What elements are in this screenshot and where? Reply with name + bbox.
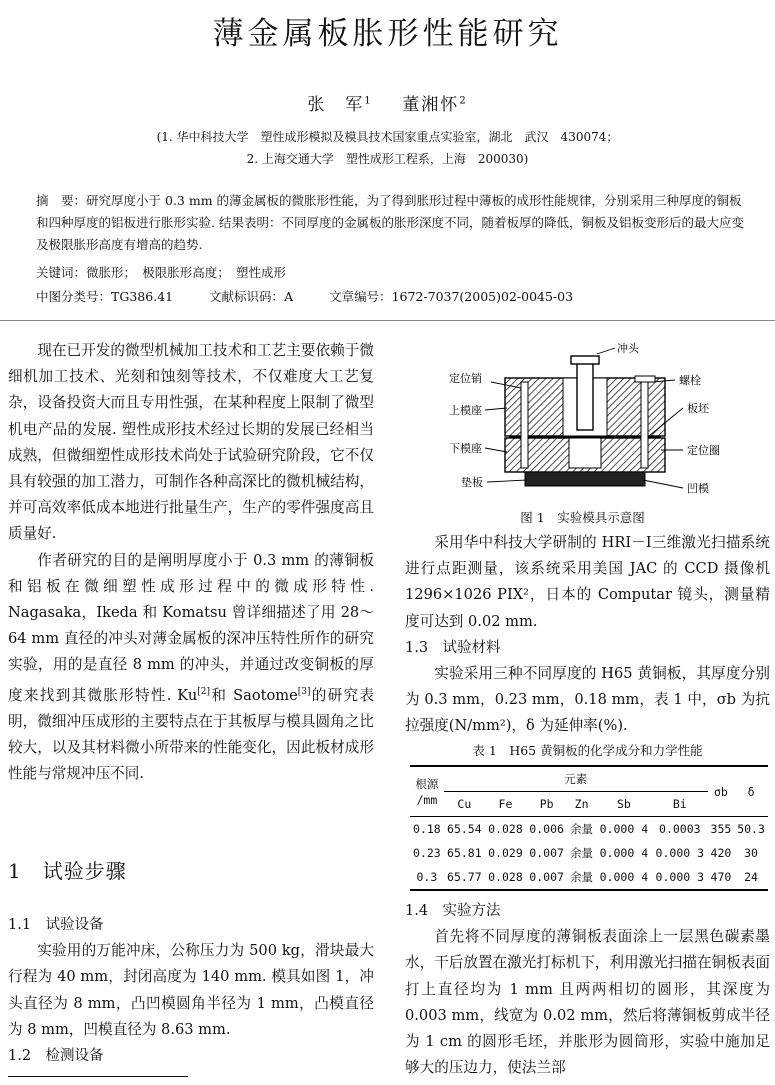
table-cell: 0.000 4: [599, 822, 649, 836]
figure-1: [405, 342, 760, 507]
table-cell: 0.000 4: [599, 870, 649, 884]
table-cell: 0.007: [529, 846, 564, 860]
table-cell: 0.3: [416, 870, 438, 884]
p2-part-b: 和 Saotome: [210, 686, 298, 704]
citation-2[interactable]: [2]: [197, 686, 211, 697]
footnote-rule: [8, 1076, 188, 1077]
label-bolt: 螺栓: [679, 374, 701, 387]
author-2: 董湘怀: [402, 95, 460, 115]
abstract-label: 摘 要：: [36, 193, 87, 208]
label-upper-die: 上模座: [449, 404, 482, 417]
table-cell: 30: [744, 846, 758, 860]
intro-paragraph-2: [8, 548, 374, 788]
table-cell: 470: [710, 870, 732, 884]
keywords-label: 关键词：: [36, 265, 87, 280]
equipment-paragraph: 实验用的万能冲床，公称压力为 500 kg，滑块最大行程为 40 mm，封闭高度为 140 mm. 模具如图 1，冲头直径为 8 mm，凸凹模圆角半径为 1 mm，凸模直径为 8 mm，凹模直径为 8.63 mm.: [8, 942, 374, 1038]
table-cell: 50.3: [737, 822, 765, 836]
table-cell: 0.028: [488, 822, 523, 836]
author-2-affil: 2: [459, 95, 468, 107]
col-header-pb: Pb: [526, 792, 567, 817]
label-lower-die: 下模座: [449, 442, 482, 455]
table-cell: 355: [710, 822, 732, 836]
left-column-lower: [8, 912, 374, 1069]
table-cell: 0.028: [488, 870, 523, 884]
paper-title: 薄金属板胀形性能研究: [212, 16, 563, 52]
abstract: [36, 190, 746, 256]
author-1-affil: 1: [364, 95, 373, 107]
bolt-shaft: [641, 382, 648, 468]
table-cell: 420: [710, 846, 732, 860]
table-cell: 65.77: [447, 870, 482, 884]
locating-pin: [521, 382, 528, 468]
table-row: [410, 865, 768, 890]
section-1-heading: 1 试验步骤: [8, 859, 127, 883]
col-header-sigma: σb: [708, 766, 734, 817]
keywords: [36, 262, 746, 284]
col-header-elements: 元素: [444, 766, 708, 792]
die-schematic: [405, 342, 760, 507]
table-cell: 余量: [570, 870, 594, 884]
doc-code-value: A: [284, 289, 294, 304]
table-cell: 0.18: [413, 822, 441, 836]
table-cell: 0.006: [529, 822, 564, 836]
col-header-thickness: 根源 /mm: [410, 766, 444, 817]
col-header-zn: Zn: [567, 792, 596, 817]
article-no-value: 1672-7037(2005)02-0045-03: [391, 289, 574, 304]
citation-3[interactable]: [3]: [297, 686, 311, 697]
affiliation-1: (1. 华中科技大学 塑性成形模拟及模具技术国家重点实验室，湖北 武汉 430074；: [156, 130, 619, 144]
author-1: 张 军: [307, 95, 365, 115]
table-cell: 0.0003: [659, 822, 701, 836]
punch-head: [571, 356, 599, 364]
table-cell: 65.54: [447, 822, 482, 836]
section-1-3-heading: 1.3 试验材料: [405, 639, 501, 656]
col-header-delta: δ: [734, 766, 768, 817]
section-1-2-heading: 1.2 检测设备: [8, 1048, 104, 1065]
table-1: [410, 765, 768, 891]
author-line: [0, 90, 775, 115]
col-header-sb: Sb: [596, 792, 652, 817]
table-cell: 0.007: [529, 870, 564, 884]
col-header-cu: Cu: [444, 792, 485, 817]
affiliation-2: 2. 上海交通大学 塑性成形工程系，上海 200030): [246, 152, 529, 166]
p2-part-a: 作者研究的目的是阐明厚度小于 0.3 mm 的薄铜板和铝板在微细塑性成形过程中的微成形特性. Nagasaka，Ikeda 和 Komatsu 曾详细描述了用 28～64 mm 直径的冲头对薄金属板的深冲压特性所作的研究实验，用的是直径 8 mm 的冲头，并通过改变铜板的厚度来找到其微胀形特性. Ku: [8, 551, 374, 704]
right-column-lower: [405, 898, 770, 1081]
figure-1-caption: 图 1 实验模具示意图: [520, 510, 645, 525]
table-1-caption: 表 1 H65 黄铜板的化学成分和力学性能: [472, 743, 703, 758]
classification-line: [36, 286, 746, 308]
materials-paragraph: 实验采用三种不同厚度的 H65 黄铜板，其厚度分别为 0.3 mm，0.23 mm，0.18 mm，表 1 中，σb 为抗拉强度(N/mm²)，δ 为延伸率(%).: [405, 665, 770, 735]
table-cell: 余量: [570, 846, 594, 860]
table-cell: 0.000 3: [655, 870, 705, 884]
label-punch: 冲头: [617, 342, 639, 355]
article-no-label: 文章编号：: [329, 289, 392, 304]
table-cell: 0.029: [488, 846, 523, 860]
section-1-4-heading: 1.4 实验方法: [405, 903, 501, 919]
table-cell: 0.000 4: [599, 846, 649, 860]
right-column-upper: [405, 530, 770, 740]
header-divider: [0, 320, 775, 321]
table-cell: 余量: [570, 822, 594, 836]
col-header-fe: Fe: [485, 792, 526, 817]
table-row: [410, 817, 768, 842]
die-cavity: [569, 438, 601, 468]
table-row: [410, 841, 768, 865]
p2-part-c: 的研究表明，微细冲压成形的主要特点在于其板厚与模具圆角之比较大，以及其材料微小所带来的性能变化，因此板材成形性能与常规冲压不同.: [8, 686, 374, 783]
abstract-text: 研究厚度小于 0.3 mm 的薄金属板的微胀形性能，为了得到胀形过程中薄板的成形性能规律，分别采用三种厚度的铜板和四种厚度的铝板进行胀形实验. 结果表明：不同厚度的金属板的胀形深度不同，随着板厚的降低，铜板及铝板变形后的最大应变及极限胀形高度有增高的趋势.: [36, 193, 744, 252]
section-1-1-heading: 1.1 试验设备: [8, 917, 104, 933]
col-header-bi: Bi: [652, 792, 708, 817]
left-column: [8, 338, 374, 787]
method-paragraph: 首先将不同厚度的薄铜板表面涂上一层黑色碳素墨水，干后放置在激光打标机下，利用激光扫描在铜板表面打上直径均为 1 mm 且两两相切的圆形，其深度为 0.003 mm，线宽为 0.02 mm，然后将薄铜板剪成半径为 1 cm 的圆形毛坯，并胀形为圆筒形，实验中施加足够大的压边力，使法兰部: [405, 928, 770, 1077]
label-locating-pin: 定位销: [449, 372, 482, 385]
punch: [577, 360, 593, 430]
label-blank: 板坯: [687, 402, 709, 415]
intro-paragraph-1: 现在已开发的微型机械加工技术和工艺主要依赖于微细机加工技术、光刻和蚀刻等技术，不仅难度大工艺复杂，设备投资大而且专用性强，在某种程度上限制了微型机电产品的发展. 塑性成形技术经过长期的发展已经相当成熟，但微细塑性成形技术尚处于试验研究阶段，它不仅具有较强的加工潜力，可制作各种高深比的微机械结构，并可高效率低成本地进行批量生产，生产的零件强度高且质量好.: [8, 342, 374, 543]
clc-label: 中图分类号：: [36, 289, 112, 304]
backing-plate: [525, 472, 645, 486]
label-die: 凹模: [687, 482, 709, 495]
table-cell: 0.000 3: [655, 846, 705, 860]
table-cell: 24: [744, 870, 758, 884]
clc-value: TG386.41: [111, 289, 174, 304]
keywords-text: 微胀形； 极限胀形高度； 塑性成形: [86, 265, 287, 280]
table-cell: 0.23: [413, 846, 441, 860]
label-locating-ring: 定位圈: [687, 444, 720, 457]
measurement-paragraph: 采用华中科技大学研制的 HRI－Ⅰ三维激光扫描系统进行点距测量，该系统采用美国 JAC 的 CCD 摄像机 1296×1026 PIX²，日本的 Computar 镜头，测量精度可达到 0.02 mm.: [405, 534, 770, 630]
doc-code-label: 文献标识码：: [209, 289, 285, 304]
bolt-head: [635, 376, 655, 382]
table-cell: 65.81: [447, 846, 482, 860]
label-backing-plate: 垫板: [461, 476, 483, 489]
